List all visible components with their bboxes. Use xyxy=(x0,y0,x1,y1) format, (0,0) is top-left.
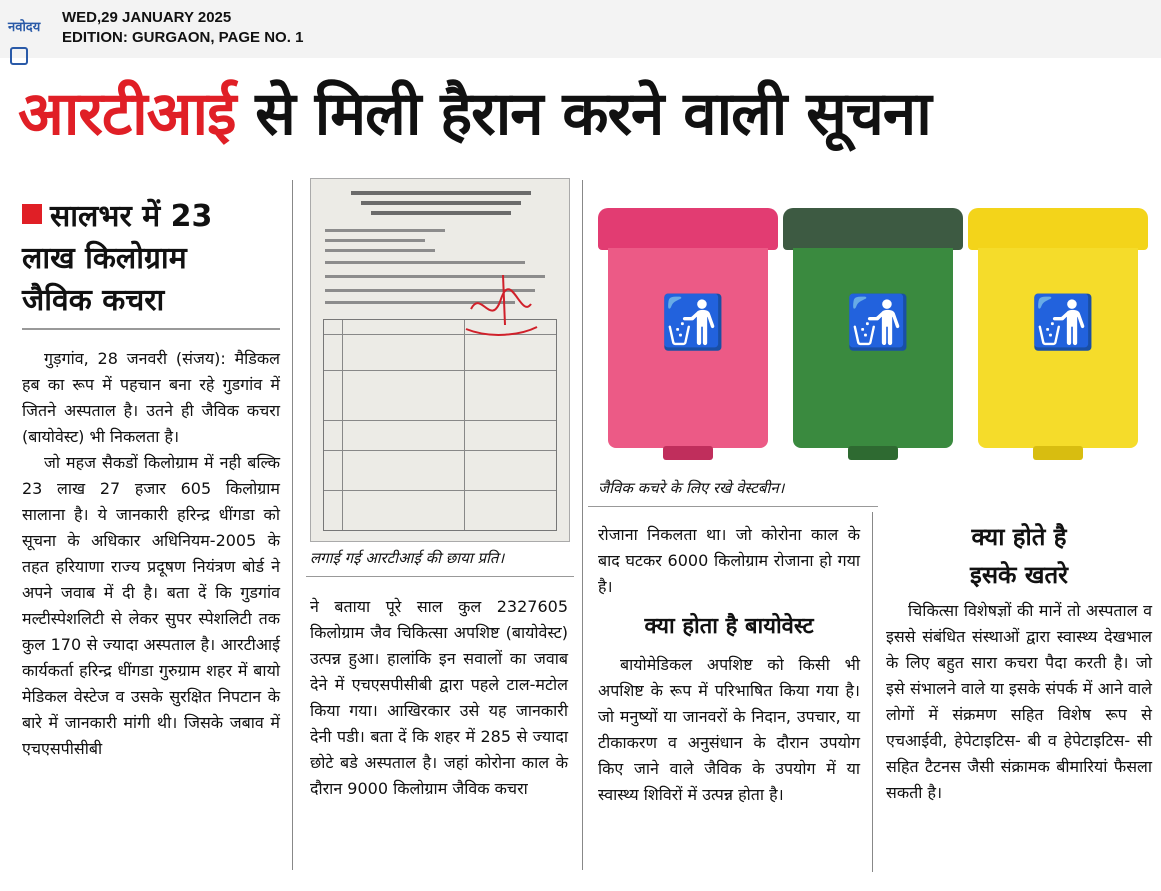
doc-table-rule xyxy=(324,370,556,371)
doc-heading-line xyxy=(361,201,521,205)
rti-copy-caption: लगाई गई आरटीआई की छाया प्रति। xyxy=(310,549,505,567)
dispose-trash-icon: 🚮 xyxy=(660,293,726,353)
masthead-bar xyxy=(0,0,1161,58)
article-column-3-body xyxy=(598,652,860,872)
risks-heading xyxy=(884,518,1154,594)
doc-table-rule xyxy=(342,320,343,530)
subheadline-line-2: लाख किलोग्राम xyxy=(22,241,187,276)
bin-pedal xyxy=(848,446,898,460)
doc-heading-line xyxy=(351,191,531,195)
article-paragraph: चिकित्सा विशेषज्ञों की मानें तो अस्पताल व इससे संबंधित संस्थाओं द्वारा स्वास्थ्य देखभाल के लिए बहुत सारा कचरा पैदा करती है। जो इसे संभालने वाले या इसके संपर्क में आने वाले लोगों में संक्रमण सहित विशेष रूप से एचआईवी, हेपेटाइटिस- बी व हेपेटाइटिस- सी सहित टैटनस जैसी संक्रामक बीमारियां फैसला सकती है। xyxy=(886,601,1152,802)
waste-bins-photo xyxy=(588,188,1158,470)
logo-mark-icon xyxy=(10,47,28,65)
date-line: WED,29 JANUARY 2025 xyxy=(62,9,232,26)
caption-divider xyxy=(306,576,574,577)
article-column-1 xyxy=(22,346,280,866)
newspaper-logo xyxy=(8,14,54,42)
doc-table-rule xyxy=(324,490,556,491)
pink-waste-bin xyxy=(598,188,778,470)
risks-heading-line: इसके खतरे xyxy=(970,561,1068,589)
column-divider xyxy=(582,180,583,870)
doc-table-rule xyxy=(324,420,556,421)
bin-lid xyxy=(783,208,963,250)
article-paragraph: जो महज सैकडों किलोग्राम में नही बल्कि 23 लाख 27 हजार 605 किलोग्राम सालाना है। ये जानकारी हरिन्द्र धींगडा को सूचना के अधिकार अधिनियम-2005 के तहत हरियाणा राज्य प्रदूषण नियंत्रण बोर्ड ने अपने जवाब में दी है। बता दें कि गुडगांव मल्टीस्पेशलिटी से लेकर सुपर स्पेशलिटी तक कुल 170 से ज्यादा अस्पताल है। आरटीआई कार्यकर्ता हरिन्द्र धींगडा गुरुग्राम शहर में बायो मेडिकल वेस्टेज व उसके सुरक्षित निपटान के बारे में जानकारी मांगी थी। जिसके जबाव में एचएसपीसीबी xyxy=(22,453,280,758)
bin-pedal xyxy=(663,446,713,460)
bin-lid xyxy=(598,208,778,250)
subheadline-line-1: सालभर में 23 xyxy=(22,196,282,238)
article-paragraph: गुड़गांव, 28 जनवरी (संजय): मैडिकल हब का रूप में पहचान बना रहे गुडगांव में जितने अस्पताल है। उतने ही जैविक कचरा (बायोवेस्ट) भी निकलता है। xyxy=(22,349,280,446)
doc-table xyxy=(323,319,557,531)
article-paragraph: रोजाना निकलता था। जो कोरोना काल के बाद घटकर 6000 किलोग्राम रोजाना हो गया है। xyxy=(598,525,860,596)
headline-highlight: आरटीआई xyxy=(18,79,236,149)
article-column-2 xyxy=(310,594,568,874)
bin-lid xyxy=(968,208,1148,250)
dispose-trash-icon: 🚮 xyxy=(1030,293,1096,353)
dispose-trash-icon: 🚮 xyxy=(845,293,911,353)
yellow-waste-bin xyxy=(968,188,1148,470)
subheadline-divider xyxy=(22,328,280,330)
red-pen-markup-icon xyxy=(461,269,541,349)
bin-pedal xyxy=(1033,446,1083,460)
page-headline xyxy=(18,76,1158,152)
column-divider xyxy=(872,512,873,872)
edition-meta xyxy=(62,8,303,48)
article-column-3 xyxy=(598,522,860,602)
doc-text-line xyxy=(325,229,445,232)
doc-text-line xyxy=(325,249,435,252)
edition-line: EDITION: GURGAON, PAGE NO. 1 xyxy=(62,29,304,46)
article-paragraph: ने बताया पूरे साल कुल 2327605 किलोग्राम जैव चिकित्सा अपशिष्ट (बायोवेस्ट) उत्पन्न हुआ। हालांकि इन सवालों का जवाब देने में एचएसपीसीबी द्वारा पहले टाल-मटोल किया गया। आखिरकार उसे यह जानकारी देनी पडी। बता दें कि शहर में 285 से ज्यादा छोटे बडे अस्पताल है। जहां कोरोना काल के दौरान 9000 किलोग्राम जैविक कचरा xyxy=(310,597,568,798)
headline-rest: से मिली हैरान करने वाली सूचना xyxy=(235,79,931,149)
subheadline-line-3: जैविक कचरा xyxy=(22,283,165,318)
doc-table-rule xyxy=(464,320,465,530)
rti-document-photo xyxy=(310,178,570,542)
article-paragraph: बायोमेडिकल अपशिष्ट को किसी भी अपशिष्ट के रूप में परिभाषित किया गया है। जो मनुष्यों या जानवरों के निदान, उपचार, या टीकाकरण व अनुसंधान के दौरान उपयोग किए जाने वाले जैविक के उपयोग में या स्वास्थ्य शिविरों में उत्पन्न होता है। xyxy=(598,655,860,804)
doc-text-line xyxy=(325,261,525,264)
bins-caption: जैविक कचरे के लिए रखे वेस्टबीन। xyxy=(598,479,785,497)
doc-table-rule xyxy=(324,450,556,451)
caption-divider xyxy=(588,506,878,507)
subheadline xyxy=(22,196,282,322)
green-waste-bin xyxy=(783,188,963,470)
doc-heading-line xyxy=(371,211,511,215)
logo-text: नवोदय xyxy=(8,20,41,35)
risks-heading-line: क्या होते है xyxy=(971,523,1067,551)
doc-text-line xyxy=(325,239,425,242)
column-divider xyxy=(292,180,293,870)
red-square-bullet-icon xyxy=(22,204,42,224)
article-column-4 xyxy=(886,598,1152,878)
what-is-biowaste-heading: क्या होता है बायोवेस्ट xyxy=(644,614,814,639)
